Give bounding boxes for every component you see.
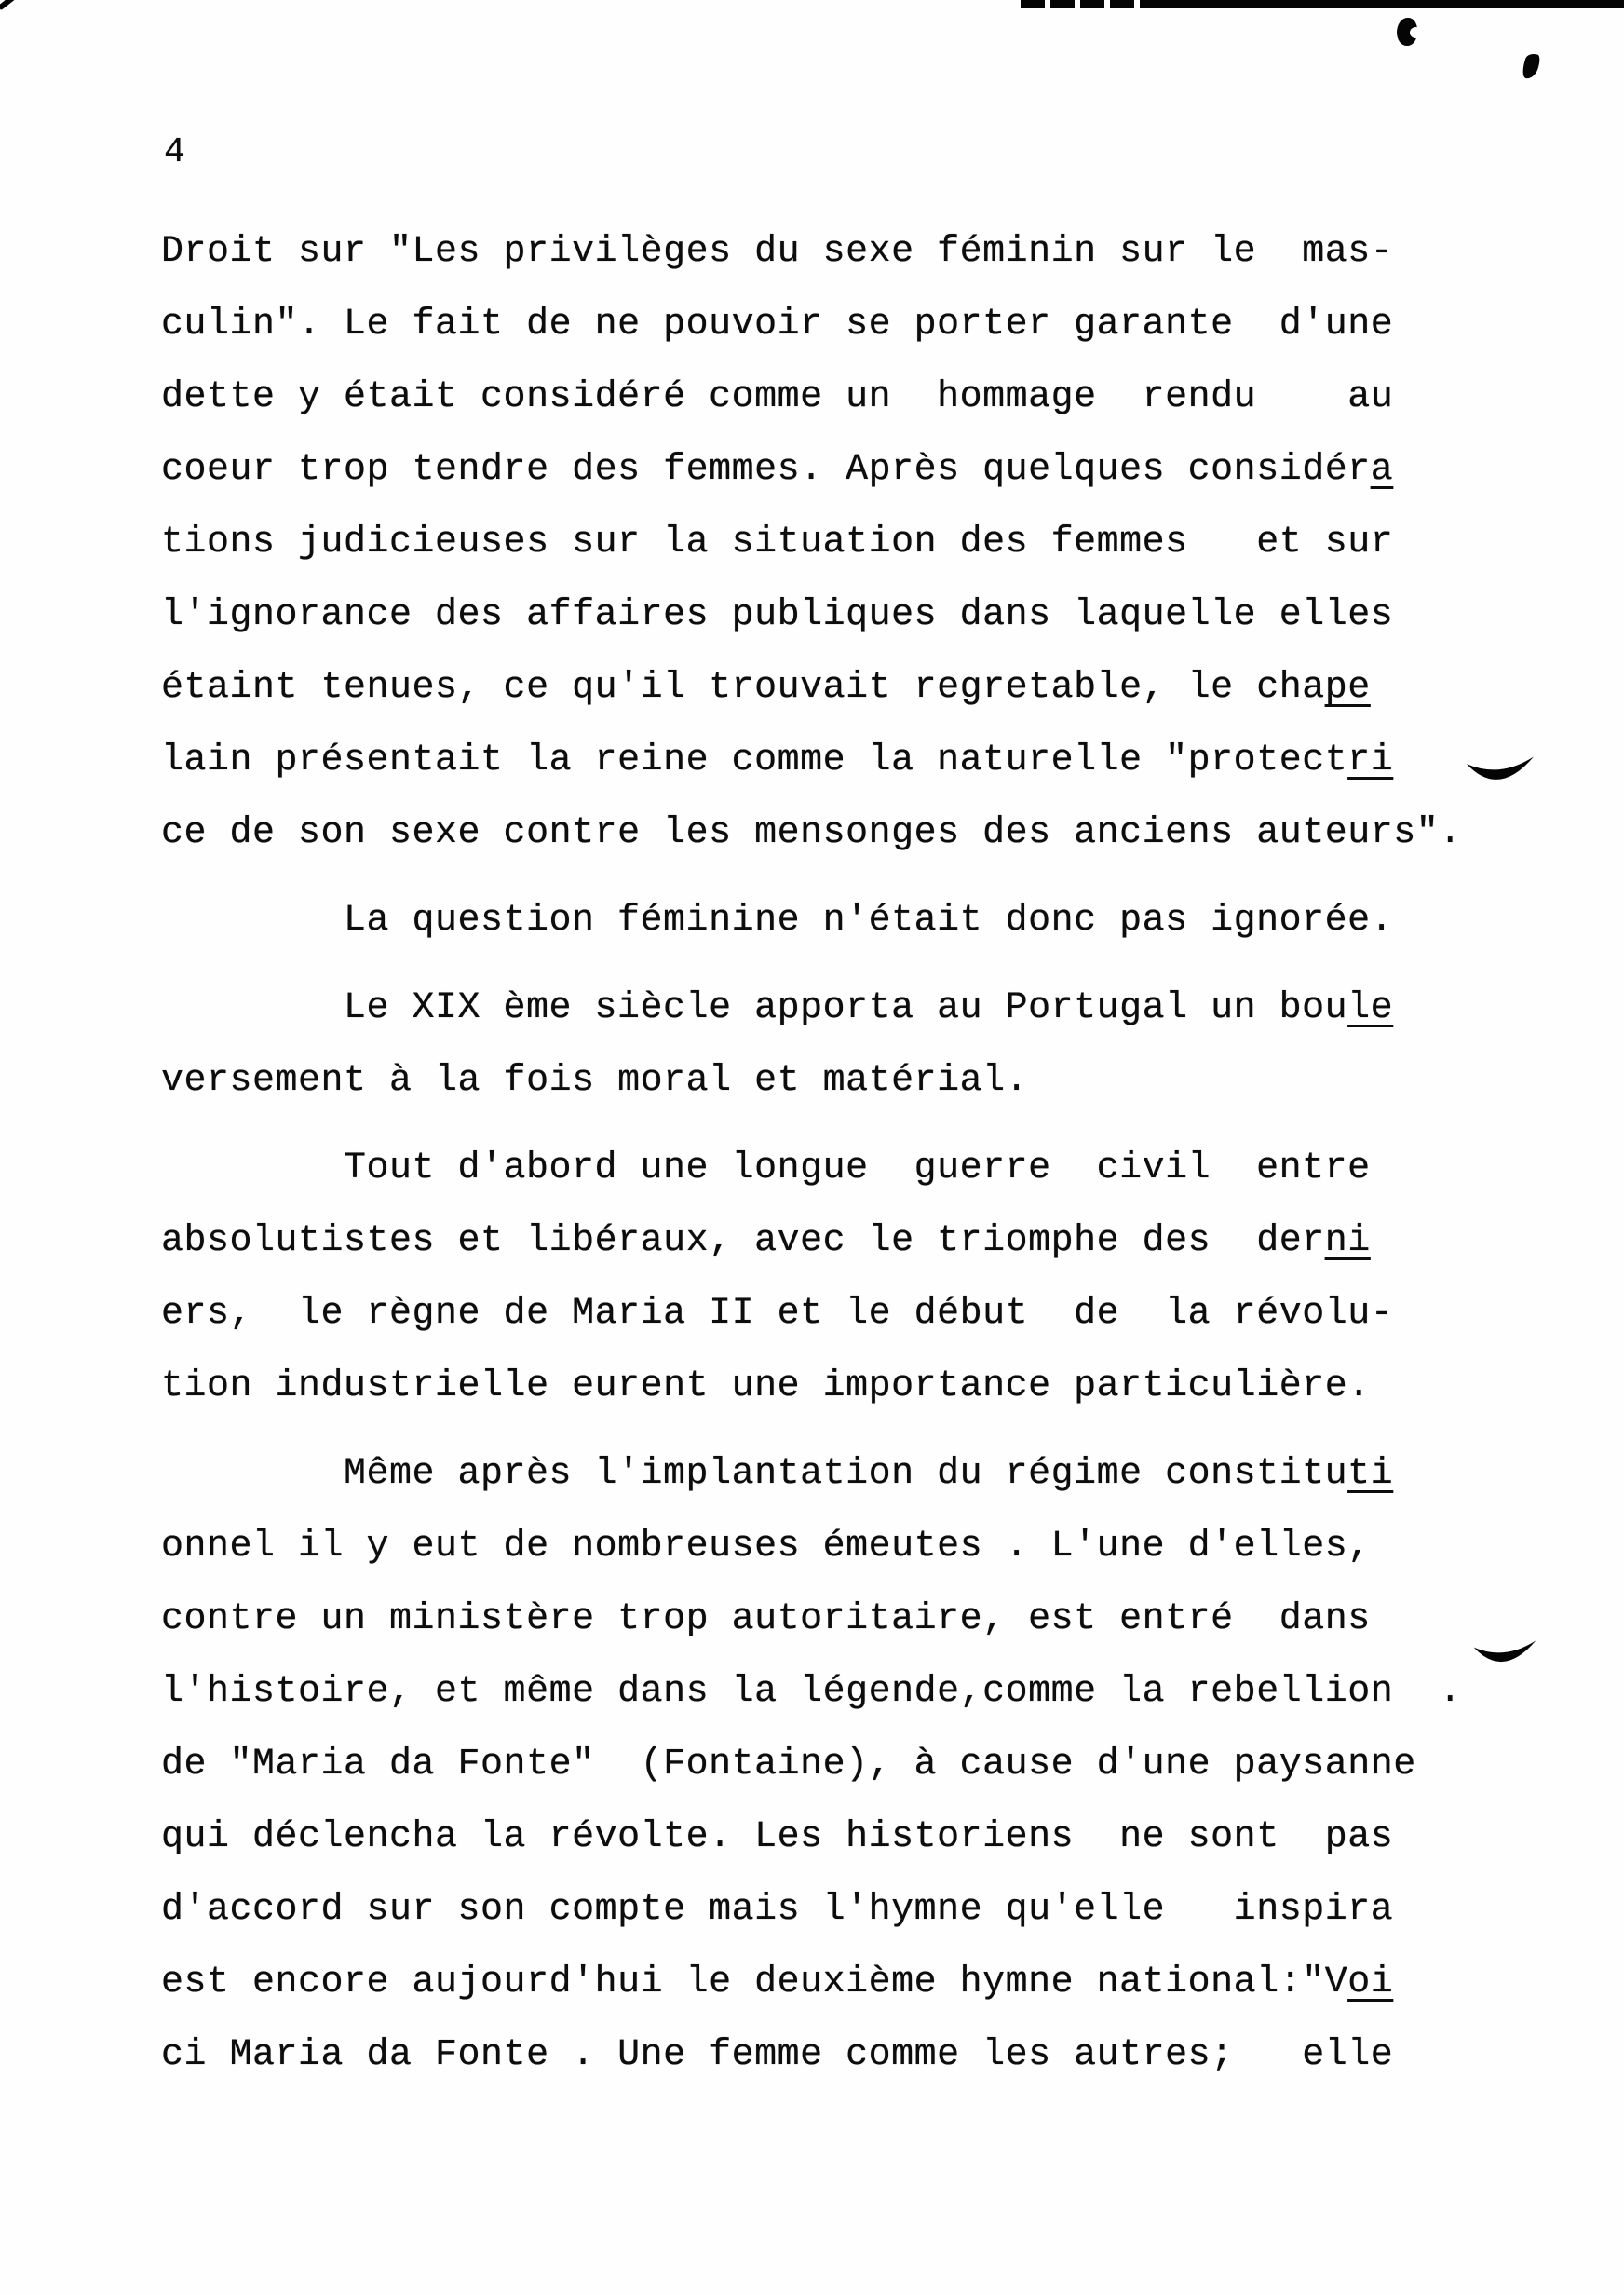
text-segment: La question féminine n'était donc pas ignorée. (344, 900, 1394, 942)
text-line (161, 2019, 1558, 2092)
underlined-syllable: a (1370, 449, 1394, 491)
text-segment: coeur trop tendre des femmes. Après quelques considér (161, 449, 1371, 491)
text-segment: qui déclencha la révolte. Les historiens ne sont pas (161, 1816, 1394, 1858)
page-number: 4 (164, 132, 185, 172)
text-segment: l'histoire, et même dans la légende,comme la rebellion . (161, 1671, 1462, 1713)
text-line (161, 797, 1558, 870)
text-line (161, 289, 1558, 361)
text-segment: ce de son sexe contre les mensonges des anciens auteurs". (161, 812, 1462, 854)
text-line (161, 1133, 1558, 1205)
underlined-syllable: ti (1347, 1453, 1394, 1495)
text-line (161, 1511, 1558, 1583)
scan-edge-artifact (1021, 0, 1624, 8)
text-line (161, 434, 1558, 507)
paragraph (161, 1133, 1558, 1423)
paragraph (161, 216, 1558, 870)
text-line (161, 1729, 1558, 1801)
text-segment: absolutistes et libéraux, avec le triomphe des der (161, 1220, 1325, 1262)
text-segment: l'ignorance des affaires publiques dans laquelle elles (161, 594, 1394, 636)
text-segment: d'accord sur son compte mais l'hymne qu'elle inspira (161, 1889, 1394, 1931)
text-segment: lain présentait la reine comme la naturelle "protect (161, 740, 1348, 781)
text-segment: Droit sur "Les privilèges du sexe féminin sur le mas- (161, 231, 1394, 273)
text-line (161, 1205, 1558, 1278)
text-line (161, 1438, 1558, 1511)
text-segment: Le XIX ème siècle apporta au Portugal un bou (344, 987, 1348, 1029)
underlined-syllable: ri (1347, 740, 1394, 781)
text-line (161, 1801, 1558, 1874)
text-segment: culin". Le fait de ne pouvoir se porter garante d'une (161, 304, 1394, 346)
text-line (161, 1583, 1558, 1656)
text-segment: dette y était considéré comme un hommage rendu au (161, 376, 1394, 418)
paragraph (161, 972, 1558, 1118)
text-segment: tions judicieuses sur la situation des femmes et sur (161, 522, 1394, 564)
text-segment: étaint tenues, ce qu'il trouvait regretable, le cha (161, 667, 1325, 709)
text-line (161, 1656, 1558, 1729)
paragraph (161, 885, 1558, 957)
text-line (161, 216, 1558, 289)
text-segment: est encore aujourd'hui le deuxième hymne national:"V (161, 1962, 1348, 2003)
underlined-syllable: oi (1347, 1962, 1394, 2003)
text-line (161, 972, 1558, 1045)
underlined-syllable: le (1347, 987, 1394, 1029)
text-segment: ci Maria da Fonte . Une femme comme les autres; elle (161, 2034, 1394, 2076)
text-segment: onnel il y eut de nombreuses émeutes . L'une d'elles, (161, 1526, 1371, 1568)
text-segment: Tout d'abord une longue guerre civil entre (344, 1148, 1371, 1189)
text-line (161, 652, 1558, 725)
text-line (161, 1947, 1558, 2019)
text-segment: tion industrielle eurent une importance particulière. (161, 1365, 1371, 1407)
text-line (161, 1045, 1558, 1118)
text-line (161, 579, 1558, 652)
text-segment: contre un ministère trop autoritaire, est entré dans (161, 1598, 1371, 1640)
text-segment: versement à la fois moral et matérial. (161, 1060, 1029, 1102)
text-line (161, 1351, 1558, 1423)
ink-blot (1520, 51, 1542, 81)
typewritten-text (161, 216, 1558, 2107)
text-segment: Même après l'implantation du régime constitu (344, 1453, 1348, 1495)
text-line (161, 361, 1558, 434)
underlined-syllable: pe (1324, 667, 1371, 709)
paragraph (161, 1438, 1558, 2092)
ink-blot (1397, 18, 1417, 46)
text-segment: ers, le règne de Maria II et le début de la révolu- (161, 1293, 1394, 1335)
text-line (161, 507, 1558, 579)
text-segment: de "Maria da Fonte" (Fontaine), à cause d'une paysanne (161, 1744, 1416, 1786)
text-line (161, 885, 1558, 957)
text-line (161, 1278, 1558, 1351)
scan-corner-slash (0, 0, 18, 10)
underlined-syllable: ni (1324, 1220, 1371, 1262)
text-line (161, 725, 1558, 797)
text-line (161, 1874, 1558, 1947)
